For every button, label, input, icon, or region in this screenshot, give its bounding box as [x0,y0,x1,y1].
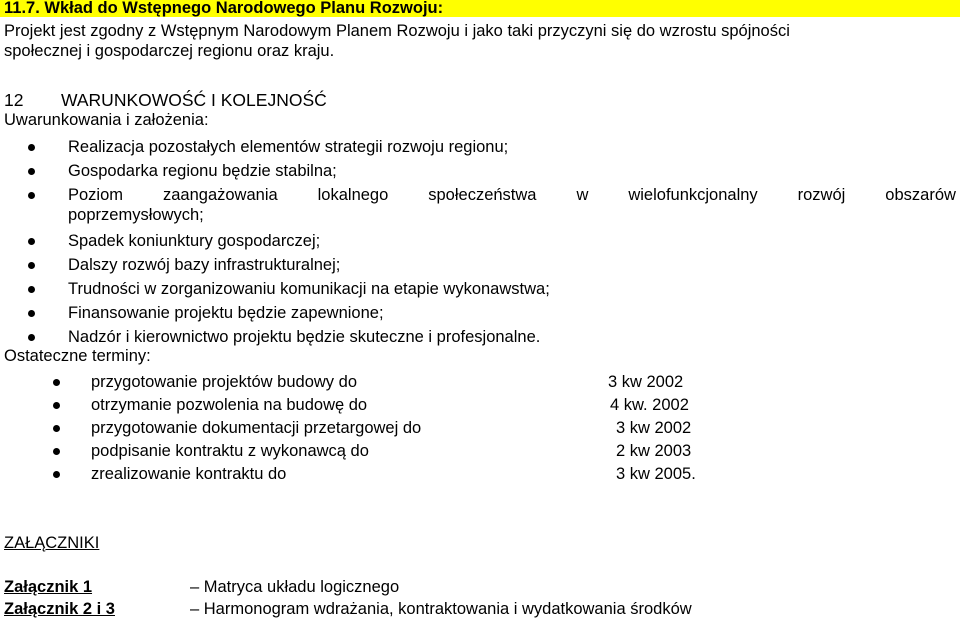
annex-label: Załącznik 2 i 3 [4,600,115,618]
chapter-title: WARUNKOWOŚĆ I KOLEJNOŚĆ [61,90,327,110]
deadline-task: otrzymanie pozwolenia na budowę do [91,396,368,414]
list-item-text: Spadek koniunktury gospodarczej; [68,232,321,250]
deadline-date: 4 kw. 2002 [610,396,689,414]
word: wielofunkcjonalny [628,186,758,204]
list-item-text: Gospodarka regionu będzie stabilna; [68,162,337,180]
list-item [0,279,960,303]
conditions-label: Uwarunkowania i założenia: [4,111,209,129]
deadline-date: 3 kw 2002 [616,419,692,437]
bullet-icon [28,144,35,151]
table-row [0,441,960,463]
intro-line: Projekt jest zgodny z Wstępnym Narodowym Planem Rozwoju i jako taki przyczyni się do wzrostu spójności [4,22,790,40]
list-item-text [68,185,956,225]
bullet-icon [28,262,35,269]
list-item [0,255,960,279]
justified-line [68,185,956,205]
list-item-text: Trudności w zorganizowaniu komunikacji na etapie wykonawstwa; [68,280,550,298]
deadline-date: 3 kw 2002 [608,373,684,391]
table-row [0,372,960,394]
table-row [0,464,960,486]
list-item-text: Nadzór i kierownictwo projektu będzie skuteczne i profesjonalne. [68,328,541,346]
list-item [0,185,960,229]
deadline-date: 3 kw 2005. [616,465,696,483]
word: rozwój [797,186,846,204]
word: obszarów [885,186,956,204]
list-item [0,161,960,185]
bullet-icon [28,192,35,199]
word: w [576,186,589,204]
intro-line: społecznej i gospodarczej regionu oraz kraju. [4,42,335,60]
wrapped-line: poprzemysłowych; [68,206,204,224]
deadline-task: zrealizowanie kontraktu do [91,465,287,483]
word: lokalnego [317,186,389,204]
list-item-text: Realizacja pozostałych elementów strategii rozwoju regionu; [68,138,509,156]
annex-description: – Harmonogram wdrażania, kontraktowania i wydatkowania środków [190,600,692,618]
deadline-date: 2 kw 2003 [616,442,692,460]
list-item-text: Finansowanie projektu będzie zapewnione; [68,304,384,322]
section-intro [4,21,956,61]
bullet-icon [28,286,35,293]
list-item [0,303,960,327]
bullet-icon [28,310,35,317]
word: Poziom [68,186,124,204]
deadline-task: przygotowanie projektów budowy do [91,373,357,391]
bullet-icon [53,402,60,409]
bullet-icon [53,425,60,432]
bullet-icon [53,448,60,455]
list-item-text: Dalszy rozwój bazy infrastrukturalnej; [68,256,341,274]
list-item [0,231,960,255]
table-row [0,395,960,417]
chapter-number: 12 [4,90,24,110]
bullet-icon [28,334,35,341]
annex-label: Załącznik 1 [4,578,93,596]
annexes-title: ZAŁĄCZNIKI [4,534,100,552]
bullet-icon [28,238,35,245]
section-title: 11.7. Wkład do Wstępnego Narodowego Planu Rozwoju: [4,0,444,17]
word: zaangażowania [163,186,278,204]
table-row [0,418,960,440]
bullet-icon [53,471,60,478]
deadline-task: podpisanie kontraktu z wykonawcą do [91,442,369,460]
bullet-icon [28,168,35,175]
annex-description: – Matryca układu logicznego [190,578,400,596]
bullet-icon [53,379,60,386]
word: społeczeństwa [428,186,537,204]
chapter-heading [4,90,327,110]
deadlines-label: Ostateczne terminy: [4,347,151,365]
list-item [0,137,960,161]
deadline-task: przygotowanie dokumentacji przetargowej do [91,419,422,437]
